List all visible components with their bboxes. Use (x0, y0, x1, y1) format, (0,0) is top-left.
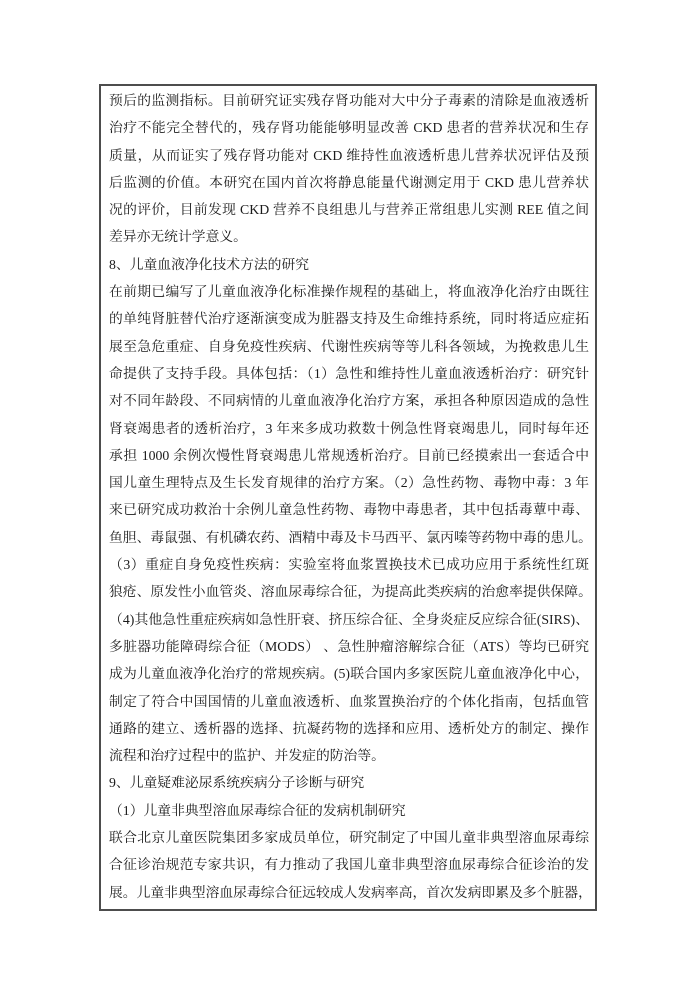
text-line: 况的评价，目前发现 CKD 营养不良组患儿与营养正常组患儿实测 REE 值之间 (109, 202, 589, 218)
text-line: 流程和治疗过程中的监护、并发症的防治等。 (109, 748, 385, 764)
text-line: 承担 1000 余例次慢性肾衰竭患儿常规透析治疗。目前已经摸索出一套适合中 (109, 447, 589, 463)
text-line: 在前期已编写了儿童血液净化标准操作规程的基础上，将血液净化治疗由既往 (109, 284, 589, 300)
text-line: 对不同年龄段、不同病情的儿童血液净化治疗方案，承担各种原因造成的急性 (109, 393, 589, 409)
text-line: 来已研究成功救治十余例儿童急性药物、毒物中毒患者，其中包括毒蕈中毒、 (109, 502, 589, 518)
text-line: 多脏器功能障碍综合征（MODS） 、急性肿瘤溶解综合征（ATS）等均已研究 (109, 638, 589, 654)
text-line: 展至急危重症、自身免疫性疾病、代谢性疾病等等儿科各领域，为挽救患儿生 (109, 338, 589, 354)
text-line: 制定了符合中国国情的儿童血液透析、血浆置换治疗的个体化指南，包括血管 (109, 693, 589, 709)
text-line: 鱼胆、毒鼠强、有机磷农药、酒精中毒及卡马西平、氯丙嗪等药物中毒的患儿。 (109, 529, 592, 545)
text-line: 展。儿童非典型溶血尿毒综合征远较成人发病率高，首次发病即累及多个脏器， (109, 884, 592, 900)
text-line: 狼疮、原发性小血管炎、溶血尿毒综合征，为提高此类疾病的治愈率提供保障。 (109, 584, 592, 600)
text-line: 后监测的价值。本研究在国内首次将静息能量代谢测定用于 CKD 患儿营养状 (109, 174, 589, 190)
text-line: 治疗不能完全替代的，残存肾功能能够明显改善 CKD 患者的营养状况和生存 (109, 120, 589, 136)
document-text (109, 87, 592, 906)
text-line: （4)其他急性重症疾病如急性肝衰、挤压综合征、全身炎症反应综合征(SIRS)、 (109, 611, 589, 627)
text-line: 命提供了支持手段。具体包括：（1）急性和维持性儿童血液透析治疗：研究针 (109, 365, 589, 381)
text-line: 通路的建立、透析器的选择、抗凝药物的选择和应用、透析处方的制定、操作 (109, 720, 589, 736)
text-line: 肾衰竭患者的透析治疗，3 年来多成功救数十例急性肾衰竭患儿，同时每年还 (109, 420, 589, 436)
text-line: 成为儿童血液净化治疗的常规疾病。(5)联合国内多家医院儿童血液净化中心， (109, 666, 589, 682)
text-line: 差异亦无统计学意义。 (109, 229, 247, 245)
text-line: 国儿童生理特点及生长发育规律的治疗方案。（2）急性药物、毒物中毒：3 年 (109, 475, 589, 491)
text-line: （1）儿童非典型溶血尿毒综合征的发病机制研究 (109, 802, 406, 818)
text-line: 联合北京儿童医院集团多家成员单位，研究制定了中国儿童非典型溶血尿毒综 (109, 830, 589, 846)
text-line: 预后的监测指标。目前研究证实残存肾功能对大中分子毒素的清除是血液透析 (109, 93, 589, 108)
text-line: 质量，从而证实了残存肾功能对 CKD 维持性血液透析患儿营养状况评估及预 (109, 147, 589, 163)
text-line: 合征诊治规范专家共识，有力推动了我国儿童非典型溶血尿毒综合征诊治的发 (109, 857, 589, 873)
text-line: （3）重症自身免疫性疾病：实验室将血浆置换技术已成功应用于系统性红斑 (109, 557, 589, 573)
text-line: 的单纯肾脏替代治疗逐渐演变成为脏器支持及生命维持系统，同时将适应症拓 (109, 311, 589, 327)
text-line: 9、儿童疑难泌尿系统疾病分子诊断与研究 (109, 775, 365, 791)
text-line: 8、儿童血液净化技术方法的研究 (109, 256, 310, 272)
table-cell (99, 84, 597, 911)
